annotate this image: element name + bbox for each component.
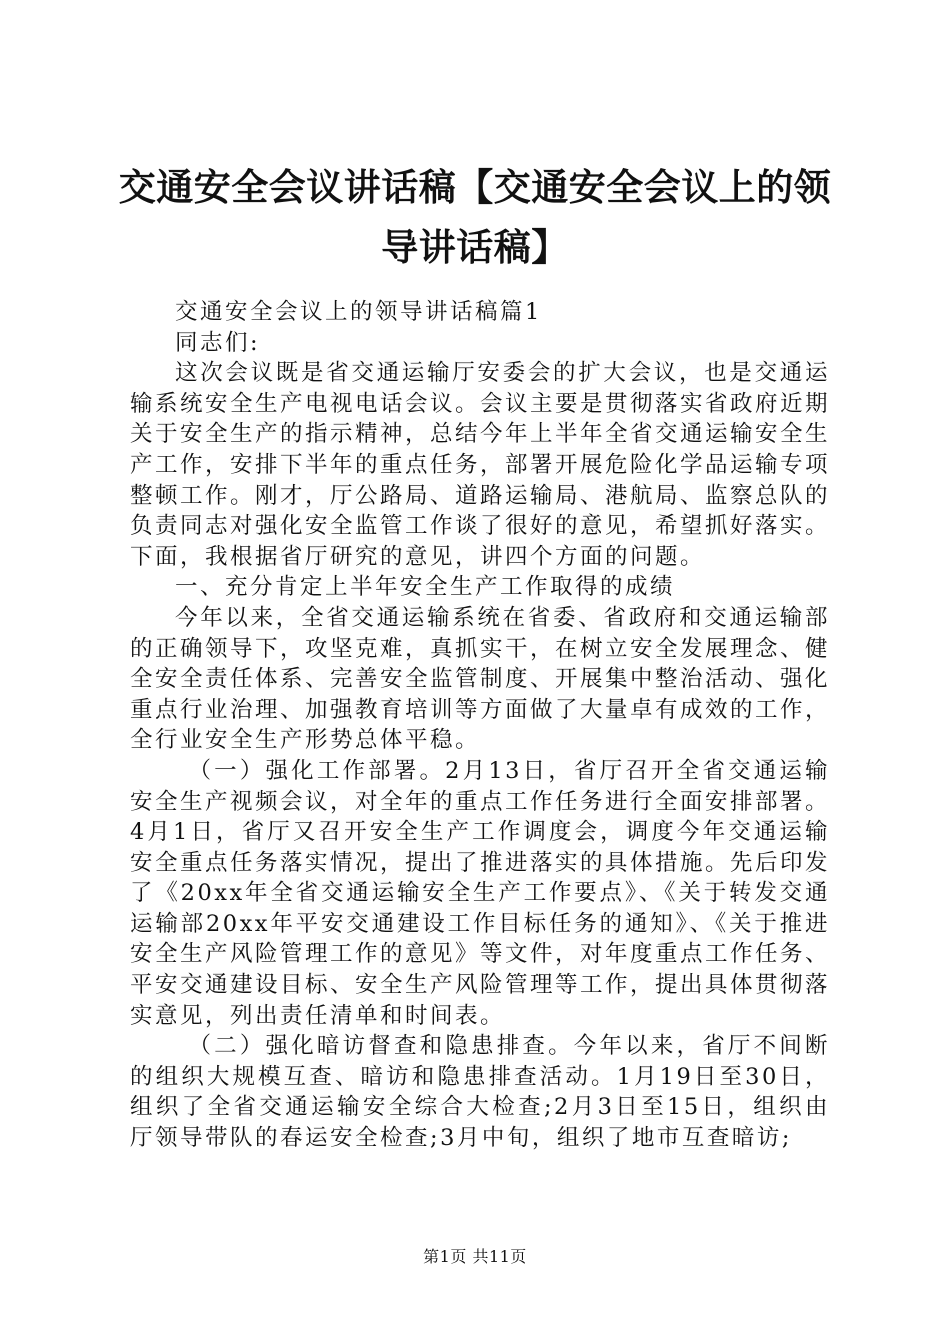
speech-heading: 交通安全会议上的领导讲话稿篇1	[175, 299, 542, 325]
document-title: 交通安全会议讲话稿【交通安全会议上的领导讲话稿】	[118, 166, 832, 269]
achievements-paragraph: 今年以来，全省交通运输系统在省委、省政府和交通运输部的正确领导下，攻坚克难，真抓实干，在树立安全发展理念、健全安全责任体系、完善安全监管制度、开展集中整治活动、强化重点行业治理、加强教育培训等方面做了大量卓有成效的工作，全行业安全生产形势总体平稳。	[130, 604, 831, 754]
document-body	[130, 297, 830, 1154]
work-deployment-paragraph: （一）强化工作部署。2月13日，省厅召开全省交通运输安全生产视频会议，对全年的重点工作任务进行全面安排部署。4月1日，省厅又召开安全生产工作调度会，调度今年交通运输安全重点任务落实情况，提出了推进落实的具体措施。先后印发了《20xx年全省交通运输安全生产工作要点》、《关于转发交通运输部20xx年平安交通建设工作目标任务的通知》、《关于推进安全生产风险管理工作的意见》等文件，对年度重点工作任务、平安交通建设目标、安全生产风险管理等工作，提出具体贯彻落实意见，列出责任清单和时间表。	[130, 757, 831, 1029]
inspection-paragraph: （二）强化暗访督查和隐患排查。今年以来，省厅不间断的组织大规模互查、暗访和隐患排查活动。1月19日至30日，组织了全省交通运输安全综合大检查;2月3日至15日，组织由厅领导带队的春运安全检查;3月中旬，组织了地市互查暗访;	[130, 1033, 830, 1152]
page-number-footer: 第1页 共11页	[423, 1247, 527, 1266]
intro-paragraph: 这次会议既是省交通运输厅安委会的扩大会议，也是交通运输系统安全生产电视电话会议。会议主要是贯彻落实省政府近期关于安全生产的指示精神，总结今年上半年全省交通运输安全生产工作，安排下半年的重点任务，部署开展危险化学品运输专项整顿工作。刚才，厅公路局、道路运输局、港航局、监察总队的负责同志对强化安全监管工作谈了很好的意见，希望抓好落实。下面，我根据省厅研究的意见，讲四个方面的问题。	[130, 360, 831, 570]
salutation: 同志们:	[175, 329, 261, 356]
section-heading-one: 一、充分肯定上半年安全生产工作取得的成绩	[175, 574, 676, 601]
